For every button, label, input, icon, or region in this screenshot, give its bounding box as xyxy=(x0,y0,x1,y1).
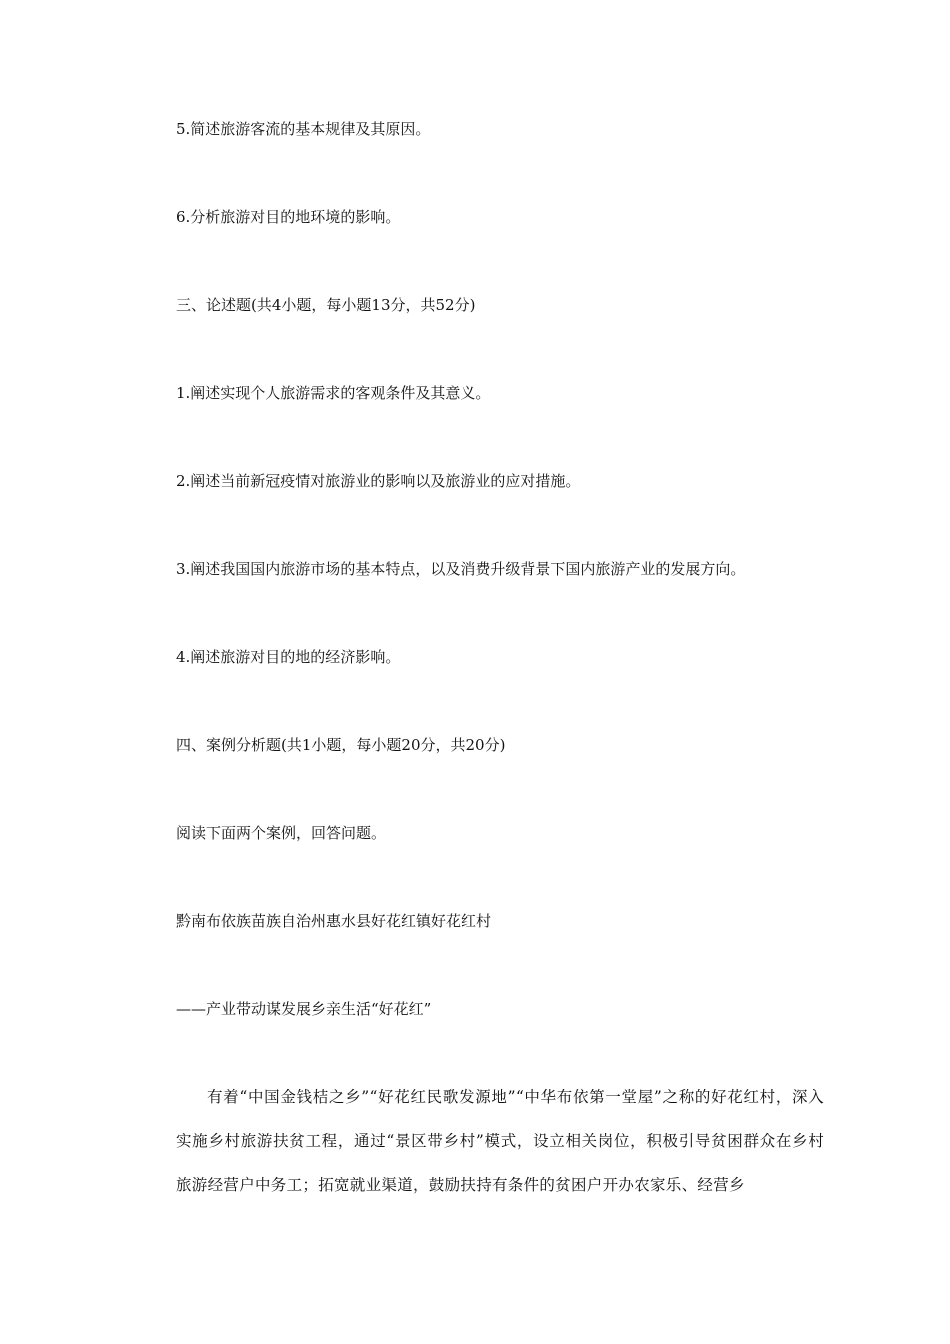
question-5: 5.简述旅游客流的基本规律及其原因。 xyxy=(176,120,431,138)
case-body-paragraph: 有着“中国金钱桔之乡”“好花红民歌发源地”“中华布依第一堂屋”之称的好花红村，深入实施乡村旅游扶贫工程，通过“景区带乡村”模式，设立相关岗位，积极引导贫困群众在乡村旅游经营户中务工；拓宽就业渠道，鼓励扶持有条件的贫困户开办农家乐、经营乡 xyxy=(176,1088,824,1194)
question-6: 6.分析旅游对目的地环境的影响。 xyxy=(176,208,401,226)
essay-question-2: 2.阐述当前新冠疫情对旅游业的影响以及旅游业的应对措施。 xyxy=(176,472,581,490)
essay-question-1: 1.阐述实现个人旅游需求的客观条件及其意义。 xyxy=(176,384,491,402)
section-heading-case: 四、案例分析题(共1小题，每小题20分，共20分) xyxy=(176,736,506,754)
case-instruction: 阅读下面两个案例，回答问题。 xyxy=(176,824,387,842)
essay-question-4: 4.阐述旅游对目的地的经济影响。 xyxy=(176,648,401,666)
case-subtitle: ——产业带动谋发展乡亲生活“好花红” xyxy=(176,1000,432,1018)
essay-question-3: 3.阐述我国国内旅游市场的基本特点，以及消费升级背景下国内旅游产业的发展方向。 xyxy=(176,560,746,578)
section-heading-essay: 三、论述题(共4小题，每小题13分，共52分) xyxy=(176,296,476,314)
case-title: 黔南布依族苗族自治州惠水县好花红镇好花红村 xyxy=(176,912,492,930)
